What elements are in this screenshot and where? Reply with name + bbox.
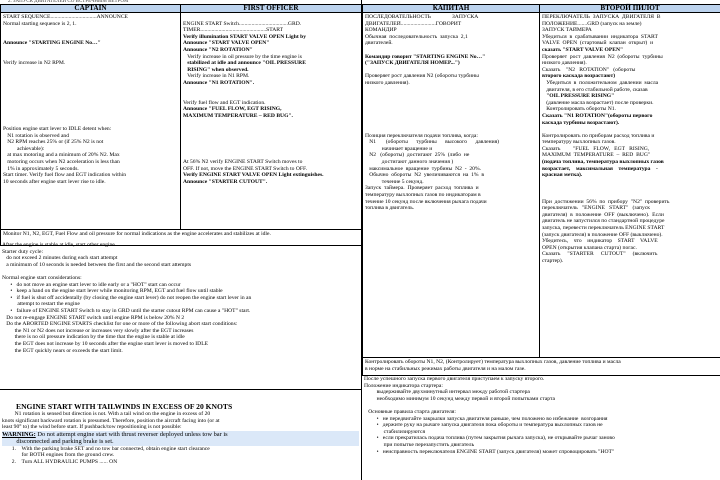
first-officer-line: RISING" when observed. — [183, 66, 249, 73]
captain-line-ru: температуру выхлопных газов по индикаторам в — [365, 192, 481, 199]
first-officer-line-ru: двигателя, в его стабильной работе, сказав — [542, 86, 648, 93]
column-header-first-officer: FIRST OFFICER — [181, 5, 362, 13]
first-officer-line: MAXIMUM TEMPERATURE – RED BUG". — [183, 112, 293, 119]
first-officer-line-ru: запуска, перевести переключатель ENGINE START — [542, 225, 665, 231]
first-officer-line: At 56% N2 verify ENGINE START Switch moves to — [183, 159, 303, 166]
first-officer-line-ru: сказать "START VALVE OPEN" — [542, 46, 624, 53]
tailwind-section — [0, 392, 361, 480]
note-line: Do the ABORTED ENGINE STARTS checklist for one or more of the following abort start conditions: — [2, 321, 238, 328]
first-officer-line-ru: VALVE OPEN (стартовый клапан открыт) и — [542, 40, 654, 47]
column-header-captain-ru: КАПИТАН — [363, 5, 540, 13]
header-fragment: 2. ЗАПУСК ДВИГАТЕЛЕЙ СО ВСТРЕЧНЫМ ВЕТРОМ — [8, 0, 129, 4]
numbered-step: 1. With the parking brake SET and no tow bar connected, obtain engine start clearance — [2, 445, 210, 452]
first-officer-line — [183, 14, 359, 21]
captain-line — [3, 73, 178, 80]
captain-line-ru: ДВИГАТЕЛЕЙ.........................ГОВОРИТ — [365, 20, 462, 27]
captain-line — [3, 27, 178, 34]
captain-line-ru: Обычно обороты N2 увеличиваются на 1% в — [365, 172, 485, 179]
note-line-ru: Основные правила старта двигателя: — [364, 408, 456, 415]
captain-line: N2 RPM reaches 25% or (if 25% N2 is not — [3, 139, 104, 146]
captain-line-ru — [365, 126, 537, 133]
first-officer-line-ru: двигателя) в положение OFF (выключено). Если — [542, 211, 664, 218]
tailwind-line: N1 rotation is sensed but direction is not. With a tail wind on the engine in excess of 20 — [2, 411, 211, 417]
first-officer-line-ru: Контролировать по приборам расход топлива и — [542, 132, 655, 139]
first-officer-line: TIMER...............................................START — [183, 27, 284, 34]
captain-line-ru — [365, 87, 537, 94]
note-line: do not exceed 2 minutes during each start attempt — [2, 255, 118, 262]
captain-line-ru: Обычная последовательность запуска 2,1 — [365, 33, 468, 40]
note-line-ru: Положение индикатора стартера: — [364, 382, 443, 389]
first-officer-line-ru: (подача топлива, температура выхлопных газов — [542, 159, 664, 166]
captain-line-ru: низкого давления). — [365, 79, 410, 86]
first-officer-line-ru: (запуск двигателя) в положение OFF (выключено). — [542, 231, 663, 238]
first-officer-line — [183, 126, 359, 133]
captain-line-ru: течение 10 секунд после включения рычага подачи — [365, 198, 487, 205]
captain-line-ru — [365, 100, 537, 107]
tailwind-line: knots significant backward rotation is presumed. Therefore, position the aircraft facing into (or at — [2, 417, 220, 424]
note-line: • do not move an engine start lever to idle early or a "HOT" start can occur — [2, 281, 181, 288]
captain-line: motoring occurs when N2 acceleration is less than — [3, 159, 120, 166]
first-officer-line-ru: стартер). — [542, 257, 564, 264]
note-line-ru: • держите руку на рычаге запуска двигателя пока обороты и температура выхлопных газов не — [364, 422, 603, 429]
first-officer-line-ru: MAXIMUM TEMPERATURE – RED BUG" — [542, 152, 651, 159]
captain-line-ru: N1 (обороты турбины высокого давления) — [365, 139, 500, 146]
monitor-text: Monitor N1, N2, EGT, Fuel Flow and oil pressure for normal indications as the engine accelerates and stabilizes at idle. — [3, 231, 271, 237]
first-officer-line: Verify increase in N1 RPM. — [183, 73, 250, 80]
first-officer-line-ru: температуру выхлопных газов. — [542, 139, 616, 146]
first-officer-line — [183, 139, 359, 146]
numbered-steps — [2, 446, 359, 466]
note-line: the N1 or N2 does not increase or increases very slowly after the EGT increases — [2, 327, 194, 334]
captain-line-ru: максимальное вращение турбины N2 - 20%. — [365, 165, 482, 172]
captain-line-ru: течение 5 секунд. — [365, 178, 424, 185]
captain-line-ru — [365, 93, 537, 100]
column-header-first-officer-ru: ВТОРОЙ ПИЛОТ — [540, 5, 720, 13]
note-line: • if fuel is shut off accidentally (by closing the engine start lever) do not reopen the engine start lever in an — [2, 294, 252, 301]
captain-line — [3, 106, 178, 113]
start-notes-en — [0, 241, 361, 389]
first-officer-line — [183, 87, 359, 94]
captain-line-ru — [365, 67, 537, 74]
crew-procedure-table-en — [0, 4, 361, 246]
start-notes-ru — [362, 375, 720, 480]
captain-line — [3, 67, 178, 74]
tailwind-line: least 90° to) the wind before start. If pushback/tow repositioning is not possible: — [2, 424, 182, 431]
note-line: the EGT does not increase by 10 seconds after the engine start lever is moved to IDLE — [2, 340, 209, 347]
note-line-ru — [364, 402, 718, 409]
numbered-step: 2. Turn ALL HYDRAULIC PUMPS ...... ON — [2, 458, 118, 465]
note-line: Starter duty cycle: — [2, 248, 44, 255]
note-line — [2, 268, 359, 275]
first-officer-line-ru — [542, 126, 718, 133]
first-officer-line — [183, 133, 359, 140]
first-officer-line-ru: OPEN (открытия клапана старта) погас. — [542, 244, 637, 251]
warning-label: WARNING: — [2, 430, 36, 438]
captain-line-ru: Командир говорит "STARTING ENGINE No…" — [365, 53, 486, 60]
captain-line: Start timer. Verify fuel flow and EGT indication within — [3, 172, 126, 179]
captain-line: at max motoring and a minimum of 20% N2. Max — [3, 152, 120, 159]
captain-line: START SEQUENCE.................................ANNOUNCE — [3, 14, 128, 20]
note-line: a minimum of 10 seconds is needed between the first and the second start attempts — [2, 261, 192, 268]
first-officer-line-ru: каскада турбины возрастают). — [542, 119, 620, 126]
note-line: the EGT quickly nears or exceeds the start limit. — [2, 347, 123, 354]
captain-line-ru — [365, 47, 537, 54]
captain-line-ru: начинает вращение и — [365, 145, 433, 152]
captain-line — [3, 34, 178, 41]
first-officer-line-ru: Убедитесь, что индикатор START VALVE — [542, 238, 658, 245]
first-officer-line — [183, 152, 359, 159]
captain-line: Announce "STARTING ENGINE No…" — [3, 40, 101, 47]
note-line: Do not re-engage ENGINE START switch until engine RPM is below 20% N 2 — [2, 314, 185, 321]
captain-line — [3, 54, 178, 61]
captain-line-ru: КОМАНДИР — [365, 27, 397, 34]
first-officer-line-ru: Сказать "N2 ROTATION" (обороты — [542, 66, 636, 73]
first-officer-line-ru: Убедиться в положительном давлении масла — [542, 79, 659, 86]
captain-line: Position engine start lever to IDLE detent when: — [3, 126, 112, 133]
captain-line-ru: Запуск таймера. Проверяет расход топлива и — [365, 185, 479, 192]
monitor-line-ru: в норме на стабильных режимах работы двигателя и на малом газе. — [365, 365, 526, 372]
first-officer-line: Announce "FUEL FLOW, EGT RISING, — [183, 106, 282, 113]
tailwind-title: ENGINE START WITH TAILWINDS IN EXCESS OF 20 KNOTS — [16, 402, 233, 411]
note-line-ru: После успешного запуска первого двигателя приступаем к запуску второго. — [364, 376, 545, 382]
first-officer-line-ru: возрастает, максимальная температура - — [542, 165, 658, 172]
captain-line — [3, 120, 178, 127]
warning-box — [2, 431, 359, 446]
captain-line — [3, 93, 178, 100]
first-officer-line-ru: ЗАПУСК ТАЙМЕРА — [542, 27, 592, 34]
captain-line — [3, 113, 178, 120]
first-officer-line-ru: красная метка). — [542, 172, 583, 179]
captain-line: Normal starting sequence is 2, 1. — [3, 20, 77, 27]
first-officer-cell — [181, 13, 362, 230]
note-line: Normal engine start considerations: — [2, 274, 82, 281]
note-line-ru: выдерживайте двухминутный интервал между работой стартера — [364, 389, 530, 396]
note-line-ru: при попытке перезапустить двигатель — [364, 441, 475, 448]
numbered-step: for BOTH engines from the ground crew. — [2, 452, 115, 459]
first-officer-line — [183, 120, 359, 127]
captain-cell-ru — [363, 13, 540, 358]
note-line-ru: • если прекратилась подача топлива (путем закрытия рычага запуска), не открывайте рычаг заново — [364, 435, 615, 442]
captain-line — [3, 80, 178, 87]
captain-cell — [1, 13, 181, 230]
captain-line: N1 rotation is observed and — [3, 132, 70, 139]
first-officer-line-ru: второго каскада возрастают) — [542, 73, 616, 80]
first-officer-line — [183, 93, 359, 100]
first-officer-line-ru: Проверяет рост давления N2 (обороты турбины — [542, 53, 663, 60]
first-officer-line: OFF. If not, move the ENGINE START Switch to OFF. — [183, 165, 308, 172]
captain-line: Verify increase in N2 RPM. — [3, 60, 66, 67]
captain-line-ru — [365, 113, 537, 120]
captain-line-ru: Проверяет рост давления N2 (обороты турбины — [365, 73, 479, 80]
first-officer-line: Verify illumination START VALVE OPEN Light by — [183, 33, 306, 40]
first-officer-line: ENGINE START Switch...................................GRD. — [183, 20, 302, 27]
crew-procedure-table-ru — [362, 4, 720, 376]
warning-text-1: Do not attempt engine start with thrust reverser deployed unless tow bar is — [35, 430, 228, 438]
first-officer-line-ru: ПЕРЕКЛЮЧАТЕЛЬ ЗАПУСКА ДВИГАТЕЛЯ В — [542, 14, 661, 20]
note-line: attempt to restart the engine — [2, 301, 80, 308]
first-officer-line-ru: ПОЛОЖЕНИЕ.......GRD (запуск на земле) — [542, 20, 642, 27]
first-officer-line-ru: Сказать "FUEL FLOW, EGT RISING, — [542, 145, 650, 152]
captain-line: 10 seconds after engine start lever rise to idle. — [3, 178, 106, 185]
divider — [0, 389, 361, 390]
russian-half — [362, 0, 720, 480]
first-officer-line-ru: переключатель "ENGINE START" (запуск — [542, 205, 651, 212]
captain-line-ru: топлива в двигатель. — [365, 205, 415, 212]
captain-line-ru: ("ЗАПУСК ДВИГАТЕЛЯ НОМЕР...") — [365, 60, 460, 67]
column-header-captain: CAPTAIN — [1, 5, 181, 13]
first-officer-line: Announce "N2 ROTATION" — [183, 46, 253, 53]
warning-text-2: disconnected and parking brake is set. — [2, 438, 114, 446]
note-line-ru: • не передвигайте закрылки запуска двигателя раньше, чем положено во избежание возгорания — [364, 415, 608, 422]
first-officer-line-ru: низкого давления). — [542, 60, 587, 67]
first-officer-line-ru: Контролировать обороты N1. — [542, 106, 616, 113]
captain-line: achievable): — [3, 145, 45, 152]
first-officer-line-ru: Сказать "STARTER CUTOUT" (включить — [542, 251, 658, 258]
captain-line-ru — [365, 120, 537, 127]
note-line: • failure of ENGINE START Switch to stay in GRD until the starter cutout RPM can cause a "HOT" start. — [2, 307, 251, 314]
captain-line — [3, 100, 178, 107]
captain-line — [3, 87, 178, 94]
first-officer-line-ru: Сказать "N1 ROTATION"(обороты первого — [542, 112, 653, 119]
first-officer-line: Announce "START VALVE OPEN" — [183, 40, 270, 47]
first-officer-line-ru: Убедиться в срабатывании индикатора START — [542, 33, 658, 40]
first-officer-line-ru — [542, 185, 718, 192]
captain-line-ru: двигателей. — [365, 40, 393, 47]
first-officer-line: Announce "STARTER CUTOUT". — [183, 178, 268, 185]
first-officer-line-ru: двигатель не запустился по стандартной процедуре — [542, 218, 665, 225]
note-line: After the engine is stable at idle, start other engine. — [2, 242, 117, 248]
captain-line — [3, 47, 178, 54]
monitor-line-ru: Контролировать обороты N1, N2, (Контролирует) температура выхлопных газов, давление топлива и масла — [365, 359, 621, 365]
tailwind-text — [2, 411, 359, 431]
first-officer-line — [183, 146, 359, 153]
note-line-ru: необходимо минимум 10 секунд между первой и второй попытками старта — [364, 395, 555, 402]
first-officer-line-ru — [542, 179, 718, 186]
first-officer-line-ru: "OIL PRESSURE RISING" — [542, 93, 615, 100]
captain-line-ru: Позиция переключателя подачи топлива, когда: — [365, 132, 478, 139]
first-officer-line-ru: (давление масла возрастает) после проверки. — [542, 99, 654, 106]
first-officer-line: Announce "N1 ROTATION". — [183, 79, 255, 86]
first-officer-line: Verify increase in oil pressure by the time engine is — [183, 53, 302, 60]
captain-line-ru: достигают данного значения ) — [365, 159, 454, 166]
monitor-row-ru — [363, 358, 720, 376]
first-officer-line: Verify fuel flow and EGT indication. — [183, 99, 266, 106]
first-officer-line: Verify ENGINE START VALVE OPEN Light extinguishes. — [183, 172, 324, 179]
note-line-ru: стабилизируются — [364, 428, 426, 435]
note-line: there is no oil pressure indication by the time that the engine is stable at idle — [2, 334, 185, 341]
first-officer-line: stabilized at idle and announce "OIL PRESSURE — [183, 60, 306, 67]
first-officer-line-ru — [542, 192, 718, 199]
captain-line: 1% in approximately 5 seconds. — [3, 165, 79, 172]
note-line: • keep a hand on the engine start lever while monitoring RPM, EGT and fuel flow until stable — [2, 288, 223, 295]
note-line-ru: • неисправность переключателя ENGINE START (запуск двигателя) может спровоцировать "НОТ" — [364, 448, 615, 455]
captain-line-ru: ПОСЛЕДОВАТЕЛЬНОСТЬ ЗАПУСКА — [365, 14, 479, 20]
captain-line-ru — [365, 106, 537, 113]
captain-line-ru: N2 (обороты) достигают 25% (либо не — [365, 152, 470, 159]
first-officer-line-ru: При достижении 56% по прибору "N2" проверить — [542, 198, 670, 205]
first-officer-cell-ru — [540, 13, 720, 358]
